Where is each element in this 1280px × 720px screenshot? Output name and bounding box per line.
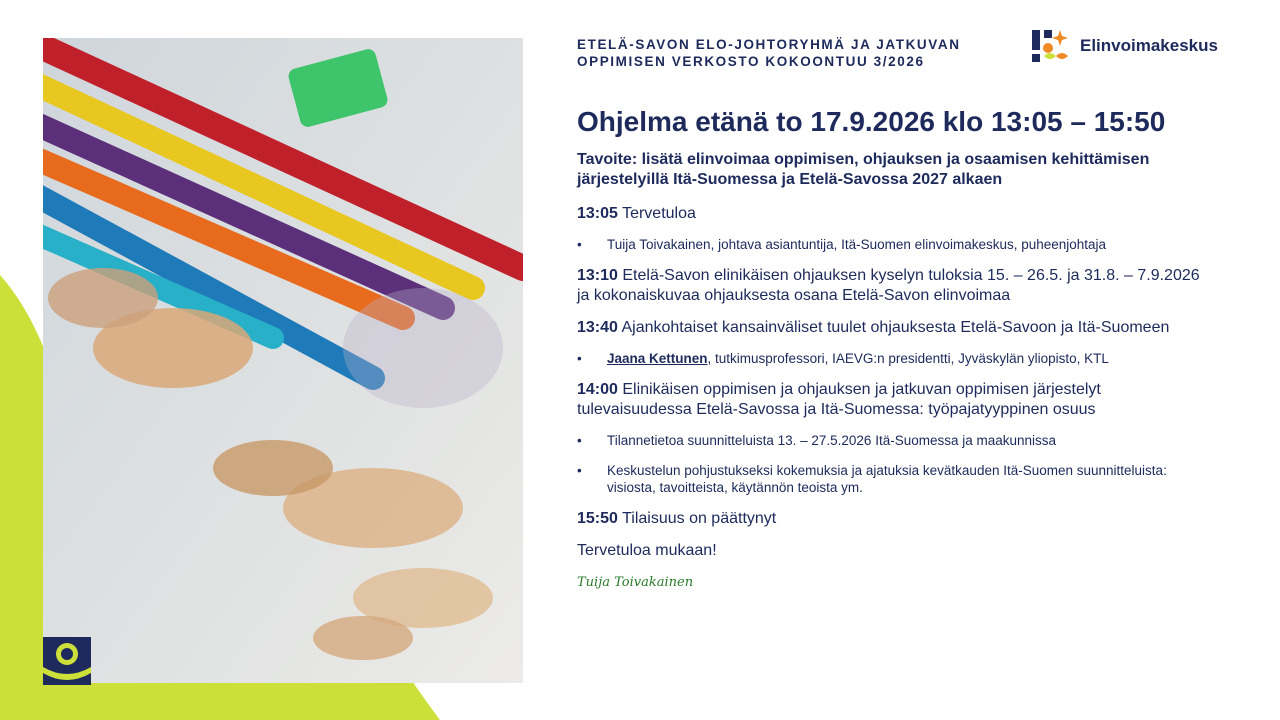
- agenda-time: 13:10: [577, 267, 618, 284]
- agenda-text: Ajankohtaiset kansainväliset tuulet ohjauksesta Etelä-Savoon ja Itä-Suomeen: [621, 319, 1170, 336]
- goal-text: Tavoite: lisätä elinvoimaa oppimisen, ohjauksen ja osaamisen kehittämisen järjestelyillä Itä-Suomessa ja Etelä-Savossa 2027 alkaen: [577, 151, 1150, 188]
- brand-logo: [1030, 26, 1218, 66]
- header-line-2: OPPIMISEN VERKOSTO KOKOONTUU 3/2026: [577, 54, 925, 69]
- agenda-item: [577, 380, 1207, 420]
- agenda-bullet: [577, 432, 1207, 449]
- elinvoimakeskus-emblem-icon: [43, 637, 91, 685]
- agenda-item: [577, 204, 1207, 224]
- agenda-item: [577, 266, 1207, 306]
- agenda-item: [577, 509, 1207, 529]
- agenda-text: Etelä-Savon elinikäisen ohjauksen kyselyn tuloksia 15. – 26.5. ja 31.8. – 7.9.2026 ja kokonaiskuvaa ohjauksesta osana Etelä-Savon elinvoimaa: [577, 267, 1200, 304]
- signature: Tuija Toivakainen: [577, 575, 694, 590]
- agenda-text: Elinikäisen oppimisen ja ohjauksen ja jatkuvan oppimisen järjestelyt tulevaisuudessa Etelä-Savossa ja Itä-Suomessa: työpajatyyppinen osuus: [577, 381, 1101, 418]
- welcome-text: Tervetuloa mukaan!: [577, 542, 717, 559]
- bullet-icon: •: [577, 433, 582, 448]
- bullet-icon: •: [577, 463, 582, 478]
- agenda-bullet: [577, 462, 1207, 496]
- agenda-item: [577, 318, 1207, 338]
- bullet-icon: •: [577, 351, 582, 366]
- bullet-icon: •: [577, 237, 582, 252]
- header-line-1: ETELÄ-SAVON ELO-JOHTORYHMÄ JA JATKUVAN: [577, 37, 961, 52]
- agenda-time: 14:00: [577, 381, 618, 398]
- event-header: [577, 36, 961, 70]
- colored-pencils-photo: [43, 38, 523, 683]
- agenda-time: 15:50: [577, 510, 618, 527]
- agenda-time: 13:05: [577, 205, 618, 222]
- bullet-text: Keskustelun pohjustukseksi kokemuksia ja ajatuksia kevätkauden Itä-Suomen suunnitteluista: visiosta, tavoitteista, käytännön teoista ym.: [607, 463, 1167, 495]
- bullet-text: Tilannetietoa suunnitteluista 13. – 27.5.2026 Itä-Suomessa ja maakunnissa: [607, 433, 1057, 448]
- brand-name: Elinvoimakeskus: [1080, 36, 1218, 55]
- agenda-time: 13:40: [577, 319, 618, 336]
- agenda-bullet: [577, 236, 1207, 253]
- speaker-link[interactable]: Jaana Kettunen: [607, 351, 708, 366]
- agenda-bullet: [577, 350, 1207, 367]
- bullet-text: Tuija Toivakainen, johtava asiantuntija, Itä-Suomen elinvoimakeskus, puheenjohtaja: [607, 237, 1107, 252]
- elinvoimakeskus-logo-icon: [1030, 26, 1070, 66]
- agenda-text: Tilaisuus on päättynyt: [622, 510, 777, 527]
- bullet-text: , tutkimusprofessori, IAEVG:n presidentti, Jyväskylän yliopisto, KTL: [707, 351, 1109, 366]
- page-title: Ohjelma etänä to 17.9.2026 klo 13:05 – 15:50: [577, 106, 1166, 137]
- agenda-text: Tervetuloa: [622, 205, 696, 222]
- agenda: [577, 150, 1207, 590]
